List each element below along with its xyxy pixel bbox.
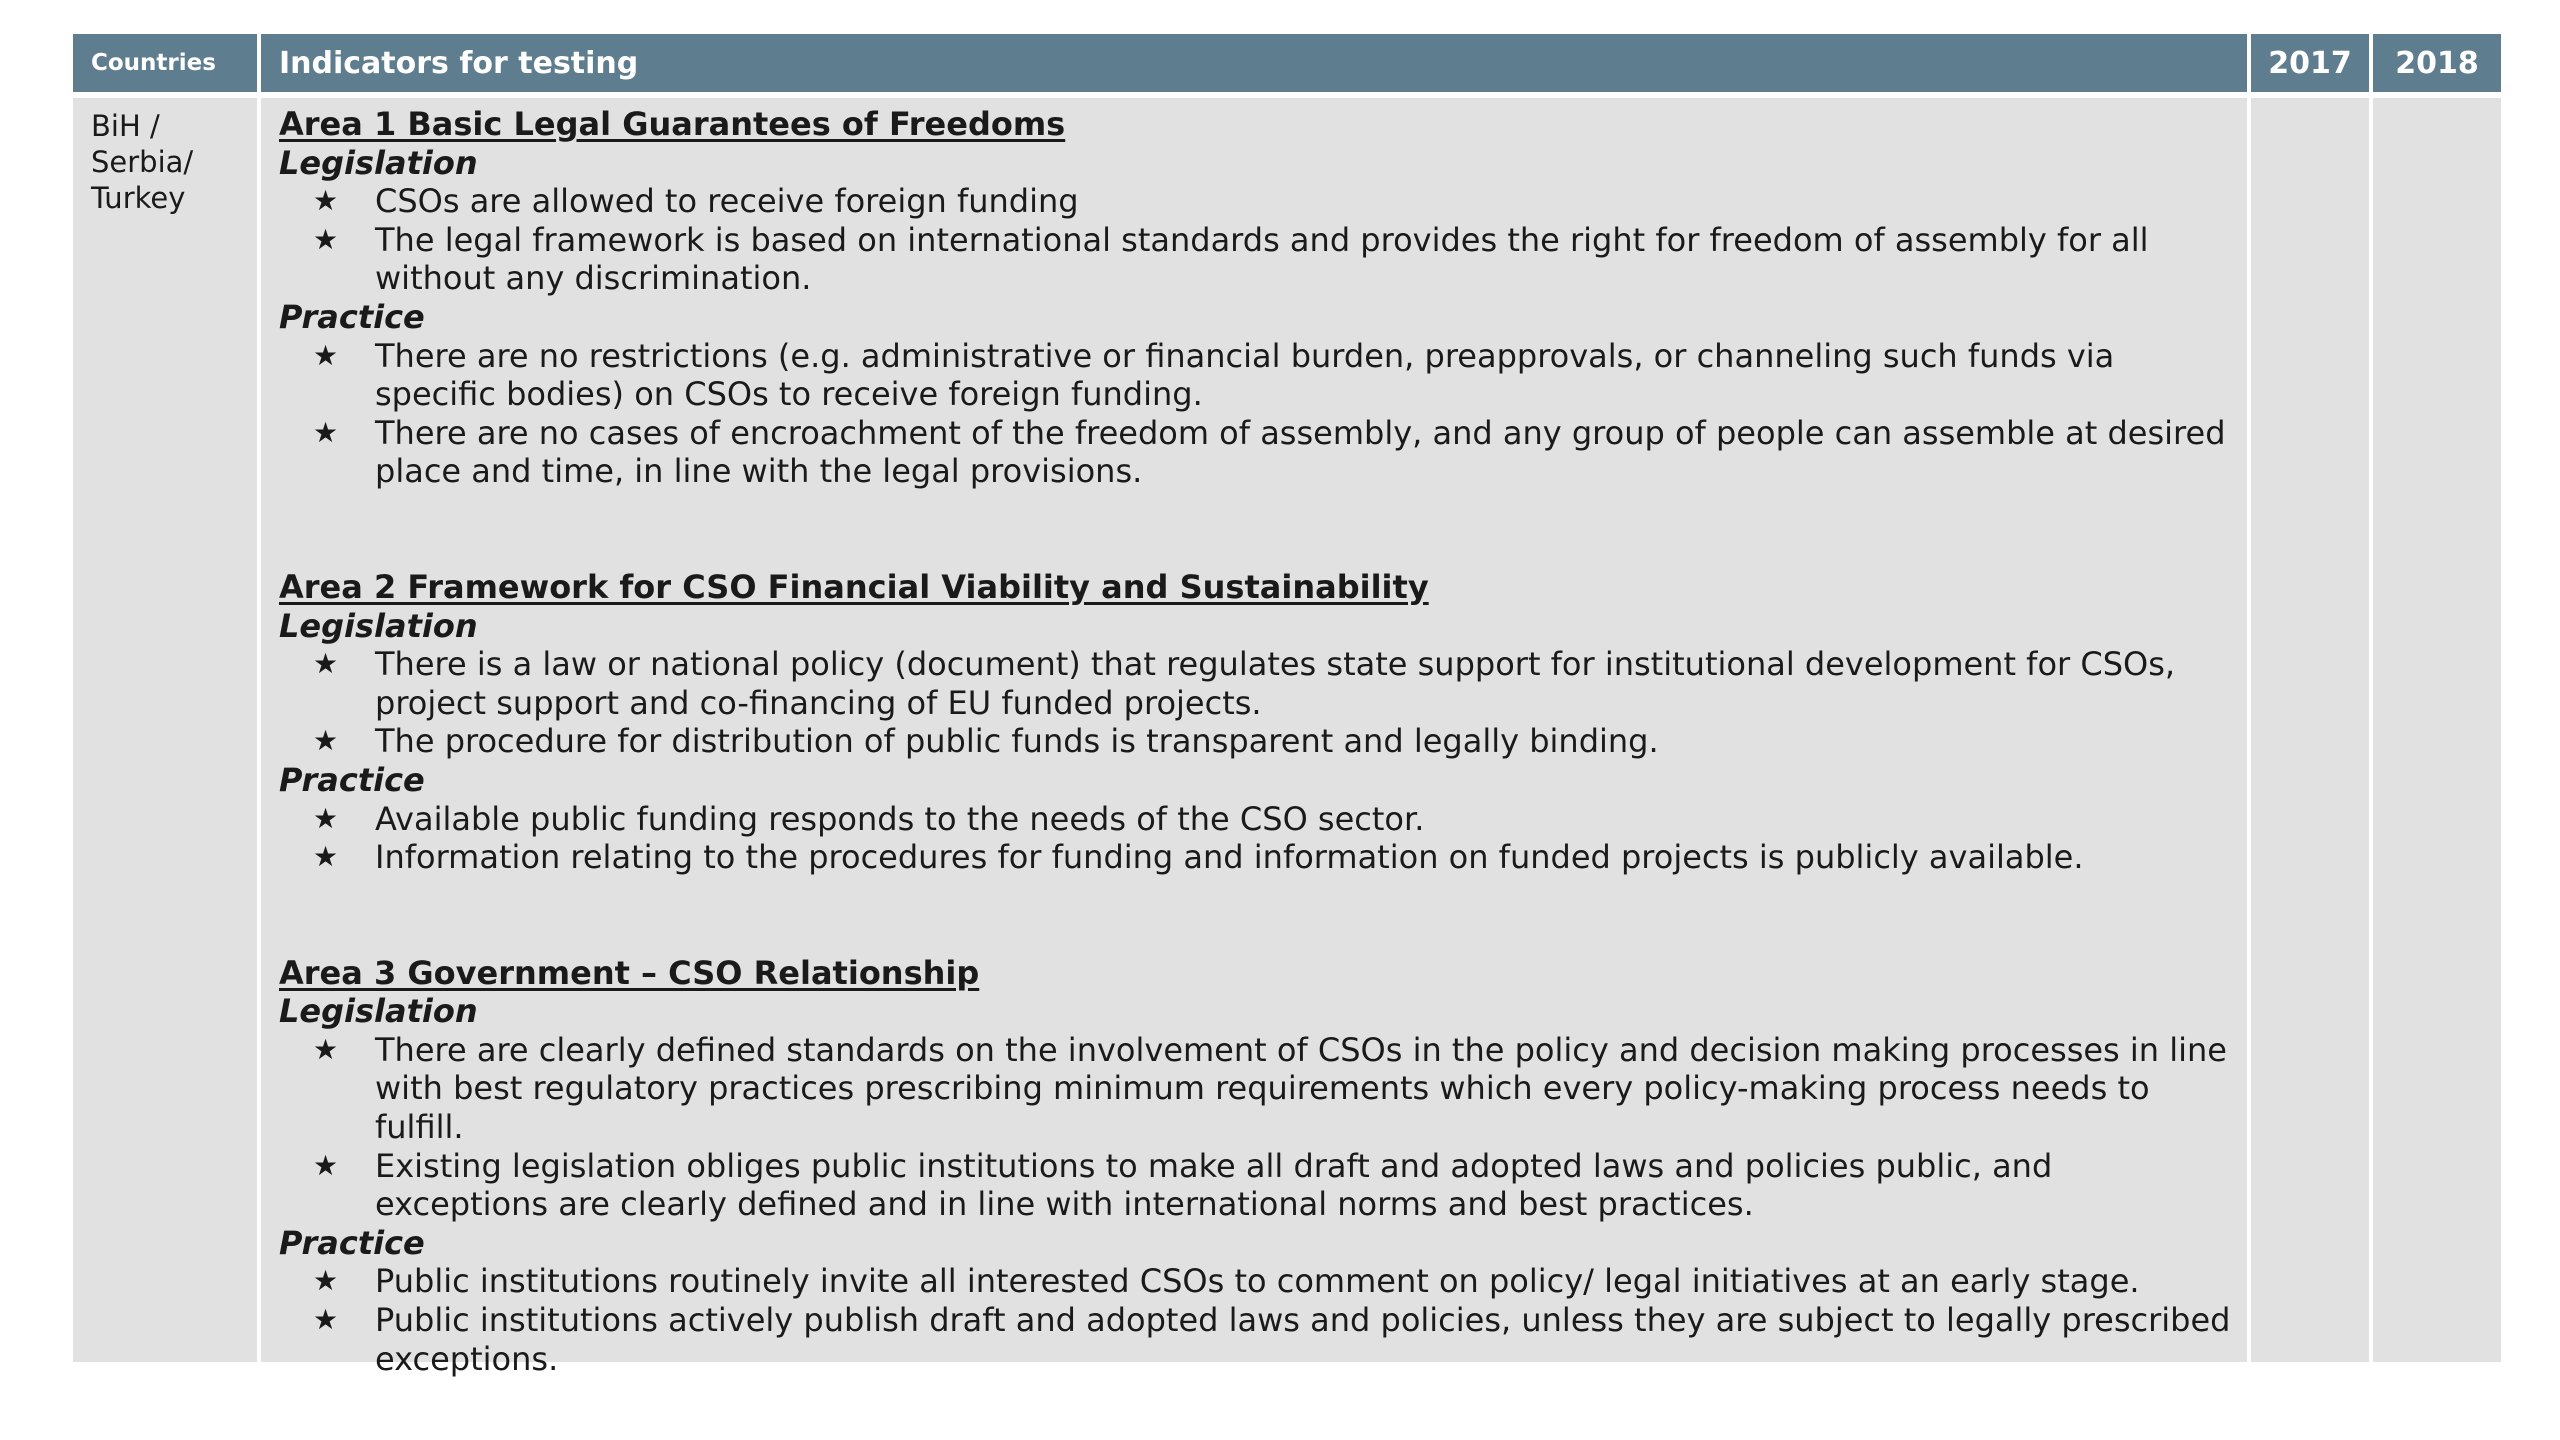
indicators-cell <box>261 98 2247 1378</box>
countries-cell <box>73 98 257 1362</box>
star-bullet-icon: ★ <box>313 1303 339 1337</box>
indicator-text: Information relating to the procedures for funding and information on funded projects is publicly available. <box>375 838 2084 877</box>
star-bullet-icon: ★ <box>313 1148 339 1182</box>
area-title: Area 1 Basic Legal Guarantees of Freedoms <box>279 105 1066 143</box>
list-item <box>279 414 2231 491</box>
header-year-2018: 2018 <box>2373 34 2501 92</box>
star-bullet-icon: ★ <box>313 222 339 256</box>
legislation-list <box>279 645 2231 761</box>
indicators-table <box>73 34 2497 1378</box>
list-item <box>279 838 2231 877</box>
star-bullet-icon: ★ <box>313 1264 339 1298</box>
country-line: BiH / <box>91 109 160 143</box>
star-bullet-icon: ★ <box>313 724 339 758</box>
area-1 <box>279 105 2231 491</box>
practice-list <box>279 800 2231 877</box>
list-item <box>279 1301 2231 1378</box>
area-title: Area 2 Framework for CSO Financial Viability and Sustainability <box>279 567 1429 606</box>
area-3 <box>279 954 2231 1379</box>
indicator-text: The procedure for distribution of public funds is transparent and legally binding. <box>375 722 1659 761</box>
star-bullet-icon: ★ <box>313 840 339 874</box>
star-bullet-icon: ★ <box>313 184 339 218</box>
header-countries: Countries <box>73 34 257 92</box>
practice-heading: Practice <box>279 760 425 799</box>
legislation-heading: Legislation <box>279 606 478 645</box>
list-item <box>279 182 2231 221</box>
list-item <box>279 337 2231 414</box>
indicator-text: There are no restrictions (e.g. administrative or financial burden, preapprovals, or channeling such funds via specific bodies) on CSOs to receive foreign funding. <box>375 336 2115 414</box>
header-indicators: Indicators for testing <box>261 34 2247 92</box>
list-item <box>279 1262 2231 1301</box>
star-bullet-icon: ★ <box>313 415 339 449</box>
star-bullet-icon: ★ <box>313 1032 339 1066</box>
country-line: Turkey <box>91 181 186 215</box>
indicator-text: There is a law or national policy (document) that regulates state support for institutional development for CSOs, project support and co-financing of EU funded projects. <box>375 645 2176 722</box>
list-item <box>279 1147 2231 1224</box>
header-year-2017: 2017 <box>2251 34 2369 92</box>
practice-list <box>279 1262 2231 1378</box>
indicator-text: Existing legislation obliges public institutions to make all draft and adopted laws and policies public, and exceptions are clearly defined and in line with international norms and best practices. <box>375 1146 2053 1224</box>
legislation-heading: Legislation <box>279 143 478 182</box>
star-bullet-icon: ★ <box>313 338 339 372</box>
list-item <box>279 1031 2231 1147</box>
cell-2018 <box>2373 98 2501 1362</box>
indicator-text: Available public funding responds to the needs of the CSO sector. <box>375 799 1425 838</box>
star-bullet-icon: ★ <box>313 647 339 681</box>
star-bullet-icon: ★ <box>313 801 339 835</box>
practice-list <box>279 337 2231 491</box>
practice-heading: Practice <box>279 1223 425 1262</box>
area-2 <box>279 568 2231 877</box>
indicator-text: Public institutions actively publish draft and adopted laws and policies, unless they are subject to legally prescribed exceptions. <box>375 1301 2231 1378</box>
cell-2017 <box>2251 98 2369 1362</box>
legislation-list <box>279 1031 2231 1224</box>
legislation-list <box>279 182 2231 298</box>
list-item <box>279 221 2231 298</box>
indicator-text: There are no cases of encroachment of the freedom of assembly, and any group of people can assemble at desired place and time, in line with the legal provisions. <box>375 413 2226 491</box>
list-item <box>279 645 2231 722</box>
legislation-heading: Legislation <box>279 992 478 1031</box>
list-item <box>279 722 2231 761</box>
indicator-text: CSOs are allowed to receive foreign funding <box>375 182 1079 221</box>
practice-heading: Practice <box>279 297 425 336</box>
country-line: Serbia/ <box>91 145 194 179</box>
indicator-text: Public institutions routinely invite all interested CSOs to comment on policy/ legal initiatives at an early stage. <box>375 1262 2140 1301</box>
indicator-text: The legal framework is based on international standards and provides the right for freedom of assembly for all without any discrimination. <box>375 220 2149 298</box>
indicator-text: There are clearly defined standards on the involvement of CSOs in the policy and decision making processes in line with best regulatory practices prescribing minimum requirements which every policy-making process needs to fulfill. <box>375 1030 2227 1147</box>
area-title: Area 3 Government – CSO Relationship <box>279 953 980 992</box>
list-item <box>279 800 2231 839</box>
